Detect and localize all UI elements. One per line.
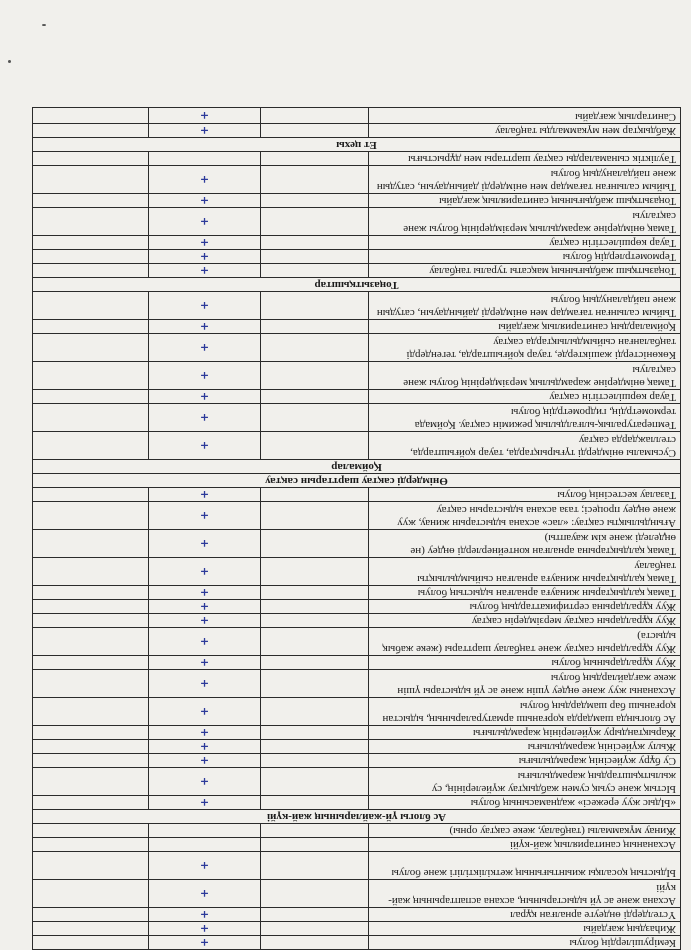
checklist-row — [33, 530, 681, 558]
column-c-cell — [33, 166, 149, 194]
criterion-text: Тауар көршілестігін сақтау — [369, 390, 681, 404]
criterion-text: Үстелдерді өндеуге арналған құрал — [369, 908, 681, 922]
column-a-cell — [261, 796, 369, 810]
section-header-row — [33, 278, 681, 292]
criterion-text: Ыстық және суық сумен жабдықтау жүйелерінің, су жылытқыштардың жарамдылығы — [369, 768, 681, 796]
check-mark: + — [149, 614, 261, 628]
column-c-cell — [33, 768, 149, 796]
criterion-text: Жабдықтар мен мүкаммалды таңбалау — [369, 124, 681, 138]
checklist-row — [33, 334, 681, 362]
check-mark: + — [149, 726, 261, 740]
column-a-cell — [261, 628, 369, 656]
section-title: Өнімдерді сақтау шарттарын сақтау — [33, 474, 681, 488]
column-a-cell — [261, 726, 369, 740]
checklist-row — [33, 698, 681, 726]
checklist-row — [33, 838, 681, 852]
check-mark: + — [149, 586, 261, 600]
column-a-cell — [261, 586, 369, 600]
column-c-cell — [33, 796, 149, 810]
criterion-text: Тамақ өнімдеріне жарамдылық мерзімдерінің болуы және сақталуы — [369, 362, 681, 390]
criterion-text: Ағындылықты сақтау: «лас» асхана ыдыстарын жинау, жуу және өңдеу процесі; таза асхана ыдыстарын сақтау — [369, 502, 681, 530]
checklist-row — [33, 250, 681, 264]
criterion-text: Тамақ өнімдеріне жарамдылық мерзімдерінің болуы және сақталуы — [369, 208, 681, 236]
column-a-cell — [261, 740, 369, 754]
column-a-cell — [261, 530, 369, 558]
checklist-row — [33, 292, 681, 320]
checklist-row — [33, 166, 681, 194]
column-a-cell — [261, 432, 369, 460]
check-mark: + — [149, 908, 261, 922]
column-a-cell — [261, 108, 369, 124]
check-mark: + — [149, 754, 261, 768]
criterion-text: «Ыдыс жуу ережесі» жаднамасының болуы — [369, 796, 681, 810]
column-a-cell — [261, 908, 369, 922]
check-mark — [149, 838, 261, 852]
column-c-cell — [33, 236, 149, 250]
check-mark: + — [149, 656, 261, 670]
column-a-cell — [261, 936, 369, 950]
criterion-text: Су бұру жүйесінің жарамдылығы — [369, 754, 681, 768]
column-a-cell — [261, 754, 369, 768]
criterion-text: Жарықтандыру жүйелерінің жарамдылығы — [369, 726, 681, 740]
check-mark: + — [149, 166, 261, 194]
checklist-row — [33, 908, 681, 922]
criterion-text: Сусымалы өнімдерді түғырықтарда, тауар қойғыштарда, стеллаждарда сақтау — [369, 432, 681, 460]
checklist-row — [33, 488, 681, 502]
column-a-cell — [261, 670, 369, 698]
column-c-cell — [33, 264, 149, 278]
column-c-cell — [33, 124, 149, 138]
column-c-cell — [33, 824, 149, 838]
section-title: Ет цехы — [33, 138, 681, 152]
column-c-cell — [33, 390, 149, 404]
criterion-text: Жуу құралдарын сақтау және таңбалау шарттары (жеке жабық ыдыста) — [369, 628, 681, 656]
checklist-row — [33, 586, 681, 600]
criterion-text: Асхананы жуу және өңдеу үшін және ас үй ыдыстары үшін жеке жағдайлардың болуы — [369, 670, 681, 698]
check-mark: + — [149, 236, 261, 250]
criterion-text: Асхананың санитариялық жай-күйі — [369, 838, 681, 852]
column-c-cell — [33, 320, 149, 334]
criterion-text: Санитарлық жағдайы — [369, 108, 681, 124]
criterion-text: Температуралық-ылғалдылық режимін сақтау. Қоймада термометрдің, гидрометрдің болуы — [369, 404, 681, 432]
check-mark: + — [149, 194, 261, 208]
column-a-cell — [261, 362, 369, 390]
check-mark: + — [149, 740, 261, 754]
checklist-row — [33, 796, 681, 810]
column-c-cell — [33, 908, 149, 922]
column-c-cell — [33, 628, 149, 656]
checklist-row — [33, 726, 681, 740]
column-a-cell — [261, 250, 369, 264]
check-mark: + — [149, 334, 261, 362]
column-c-cell — [33, 754, 149, 768]
criterion-text: Жуу құралдарына сертификаттардың болуы — [369, 600, 681, 614]
criterion-text: Тамақ қалдықтарына арналған контейнерлерді өңдеу (не өңделеді және кім жауапты) — [369, 530, 681, 558]
column-a-cell — [261, 488, 369, 502]
column-c-cell — [33, 530, 149, 558]
checklist-row — [33, 502, 681, 530]
criterion-text: Тамақ қалдықтарын жинауға арналған сыйымдылықты таңбалау — [369, 558, 681, 586]
checklist-row — [33, 558, 681, 586]
check-mark: + — [149, 628, 261, 656]
checklist-row — [33, 740, 681, 754]
criterion-text: Тауар көршілестігін сақтау — [369, 236, 681, 250]
section-title: Ас блогы үй-жайларының жай-күйі — [33, 810, 681, 824]
criterion-text: Жинау мүкаммалы (таңбалау, жеке сақтау орны) — [369, 824, 681, 838]
check-mark: + — [149, 250, 261, 264]
column-c-cell — [33, 404, 149, 432]
check-mark: + — [149, 488, 261, 502]
checklist-row — [33, 754, 681, 768]
criterion-text: Жиһаздың жағдайы — [369, 922, 681, 936]
criterion-text: Жуу құралдарын сақтау мерзімдерін сақтау — [369, 614, 681, 628]
checklist-row — [33, 614, 681, 628]
column-a-cell — [261, 922, 369, 936]
column-a-cell — [261, 698, 369, 726]
checklist-row — [33, 922, 681, 936]
column-a-cell — [261, 334, 369, 362]
check-mark: + — [149, 264, 261, 278]
column-c-cell — [33, 432, 149, 460]
section-title: Тоңазытқыштар — [33, 278, 681, 292]
criterion-text: Термометрлердің болуы — [369, 250, 681, 264]
check-mark: + — [149, 880, 261, 908]
column-c-cell — [33, 600, 149, 614]
column-a-cell — [261, 824, 369, 838]
column-a-cell — [261, 852, 369, 880]
column-a-cell — [261, 264, 369, 278]
column-c-cell — [33, 334, 149, 362]
column-c-cell — [33, 362, 149, 390]
section-header-row — [33, 810, 681, 824]
criterion-text: Тыйым салынған тағамдар мен өнімдерді дайындауын, сатудын және пайдаланудың болуы — [369, 166, 681, 194]
checklist-row — [33, 768, 681, 796]
scan-speck — [42, 24, 46, 26]
column-a-cell — [261, 124, 369, 138]
column-a-cell — [261, 404, 369, 432]
section-title: Қоймалар — [33, 460, 681, 474]
criterion-text: Тазалау кестесінің болуы — [369, 488, 681, 502]
check-mark: + — [149, 768, 261, 796]
column-a-cell — [261, 152, 369, 166]
column-c-cell — [33, 250, 149, 264]
check-mark: + — [149, 698, 261, 726]
checklist-row — [33, 194, 681, 208]
checklist-row — [33, 124, 681, 138]
column-a-cell — [261, 236, 369, 250]
checklist-table — [32, 107, 681, 950]
criterion-text: Жылу жүйесінің жарамдылығы — [369, 740, 681, 754]
column-a-cell — [261, 320, 369, 334]
checklist-row — [33, 432, 681, 460]
check-mark: + — [149, 292, 261, 320]
check-mark: + — [149, 530, 261, 558]
checklist-row — [33, 390, 681, 404]
criterion-text: Асхана және ас үй ыдыстарының, асхана аспаптарының жай-күйі — [369, 880, 681, 908]
column-c-cell — [33, 488, 149, 502]
check-mark: + — [149, 852, 261, 880]
column-a-cell — [261, 558, 369, 586]
column-c-cell — [33, 740, 149, 754]
check-mark: + — [149, 208, 261, 236]
column-c-cell — [33, 698, 149, 726]
column-a-cell — [261, 208, 369, 236]
check-mark: + — [149, 362, 261, 390]
criterion-text: Ыдыстың қосалқы жиынтығының жеткіліктілігі және болуы — [369, 852, 681, 880]
checklist-row — [33, 208, 681, 236]
column-c-cell — [33, 670, 149, 698]
column-c-cell — [33, 502, 149, 530]
column-a-cell — [261, 600, 369, 614]
checklist-row — [33, 936, 681, 950]
column-a-cell — [261, 880, 369, 908]
column-a-cell — [261, 166, 369, 194]
column-a-cell — [261, 838, 369, 852]
checklist-row — [33, 152, 681, 166]
check-mark: + — [149, 108, 261, 124]
checklist-row — [33, 852, 681, 880]
checklist-row — [33, 880, 681, 908]
column-c-cell — [33, 292, 149, 320]
column-a-cell — [261, 194, 369, 208]
check-mark: + — [149, 600, 261, 614]
section-header-row — [33, 138, 681, 152]
criterion-text: Қоймалардың санитариялық жағдайы — [369, 320, 681, 334]
check-mark: + — [149, 124, 261, 138]
section-header-row — [33, 460, 681, 474]
criterion-text: Тәуліктік сынамаларды сақтау шарттары мен дұрыстығы — [369, 152, 681, 166]
checklist-row — [33, 670, 681, 698]
criterion-text: Тоңазытқыш жабдығының санитариялық жағдайы — [369, 194, 681, 208]
column-c-cell — [33, 194, 149, 208]
column-c-cell — [33, 586, 149, 600]
column-c-cell — [33, 838, 149, 852]
check-mark: + — [149, 404, 261, 432]
section-header-row — [33, 474, 681, 488]
check-mark: + — [149, 502, 261, 530]
checklist-row — [33, 600, 681, 614]
checklist-row — [33, 656, 681, 670]
column-a-cell — [261, 614, 369, 628]
column-a-cell — [261, 768, 369, 796]
scan-speck — [8, 60, 11, 63]
checklist-body — [33, 108, 681, 950]
column-c-cell — [33, 152, 149, 166]
checklist-row — [33, 236, 681, 250]
column-c-cell — [33, 656, 149, 670]
check-mark: + — [149, 432, 261, 460]
column-c-cell — [33, 208, 149, 236]
criterion-text: Жуу құралдарының болуы — [369, 656, 681, 670]
checklist-row — [33, 108, 681, 124]
column-a-cell — [261, 656, 369, 670]
check-mark: + — [149, 320, 261, 334]
criterion-text: Тыйым салынған тағамдар мен өнімдерді дайындауын, сатудын және пайдаланудың болуы — [369, 292, 681, 320]
column-c-cell — [33, 880, 149, 908]
column-c-cell — [33, 852, 149, 880]
checklist-row — [33, 362, 681, 390]
criterion-text: Тоңазытқыш жабдығының мақсаты туралы таңбалау — [369, 264, 681, 278]
column-c-cell — [33, 922, 149, 936]
checklist-row — [33, 320, 681, 334]
check-mark — [149, 824, 261, 838]
criterion-text: Ас блогында шамдарда қорғаныш арматураларының, ыдыстан қорғаныш бар шамдардың болуы — [369, 698, 681, 726]
criterion-text: Тамақ қалдықтарын жинауға арналған ыдыстың болуы — [369, 586, 681, 600]
column-a-cell — [261, 502, 369, 530]
criterion-text: Көкөністерді жәшіктерде, тауар қойғыштарда, тегендерді таңбаланған сыйымдылықтарда сақтау — [369, 334, 681, 362]
column-a-cell — [261, 292, 369, 320]
column-a-cell — [261, 390, 369, 404]
check-mark: + — [149, 670, 261, 698]
checklist-row — [33, 824, 681, 838]
column-c-cell — [33, 726, 149, 740]
checklist-row — [33, 404, 681, 432]
checklist-row — [33, 264, 681, 278]
check-mark — [149, 152, 261, 166]
check-mark: + — [149, 558, 261, 586]
column-c-cell — [33, 108, 149, 124]
check-mark: + — [149, 936, 261, 950]
check-mark: + — [149, 390, 261, 404]
column-c-cell — [33, 558, 149, 586]
criterion-text: Кемірушілердің болуы — [369, 936, 681, 950]
column-c-cell — [33, 614, 149, 628]
checklist-row — [33, 628, 681, 656]
column-c-cell — [33, 936, 149, 950]
check-mark: + — [149, 796, 261, 810]
check-mark: + — [149, 922, 261, 936]
